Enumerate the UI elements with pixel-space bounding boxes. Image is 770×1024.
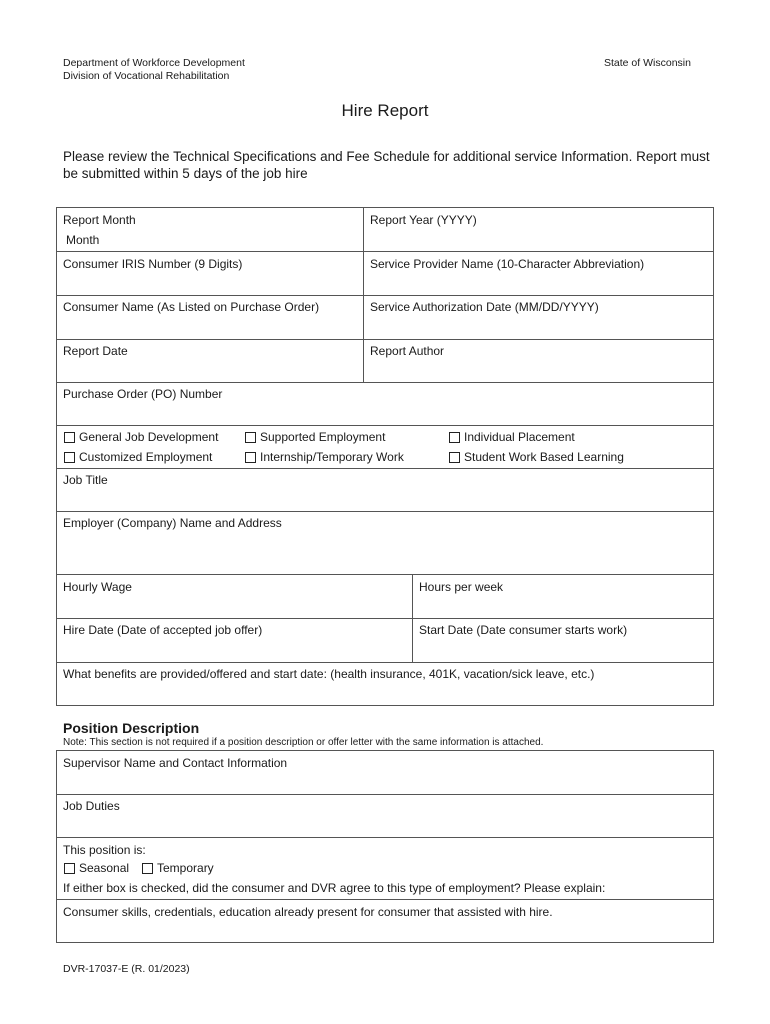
checkbox-box[interactable] <box>64 432 75 443</box>
start-date-label: Start Date (Date consumer starts work) <box>419 623 628 637</box>
supervisor-label: Supervisor Name and Contact Information <box>63 756 288 770</box>
checkbox-internship-temporary-work[interactable]: Internship/Temporary Work <box>245 450 404 465</box>
benefits-label: What benefits are provided/offered and start date: (health insurance, 401K, vacation/sick leave, etc.) <box>63 667 595 681</box>
checkbox-box[interactable] <box>449 432 460 443</box>
report-author-label: Report Author <box>370 344 445 358</box>
po-number-label: Purchase Order (PO) Number <box>63 387 223 401</box>
checkbox-box[interactable] <box>64 452 75 463</box>
report-date-label: Report Date <box>63 344 128 358</box>
consumer-skills-label: Consumer skills, credentials, education already present for consumer that assisted with hire. <box>63 905 553 919</box>
checkbox-seasonal[interactable]: Seasonal <box>64 861 129 876</box>
division-name: Division of Vocational Rehabilitation <box>63 70 230 82</box>
checkbox-box[interactable] <box>245 432 256 443</box>
checkbox-general-job-development[interactable]: General Job Development <box>64 430 218 445</box>
employer-label: Employer (Company) Name and Address <box>63 516 282 530</box>
page-title: Hire Report <box>341 101 429 120</box>
checkbox-temporary[interactable]: Temporary <box>142 861 214 876</box>
provider-name-label: Service Provider Name (10-Character Abbreviation) <box>370 257 645 271</box>
checkbox-student-work-based-learning[interactable]: Student Work Based Learning <box>449 450 624 465</box>
checkbox-individual-placement[interactable]: Individual Placement <box>449 430 575 445</box>
checkbox-box[interactable] <box>245 452 256 463</box>
explain-label: If either box is checked, did the consumer and DVR agree to this type of employment? Please explain: <box>63 881 606 895</box>
department-name: Department of Workforce Development <box>63 57 245 69</box>
job-title-label: Job Title <box>63 473 108 487</box>
consumer-name-label: Consumer Name (As Listed on Purchase Order) <box>63 300 320 314</box>
hire-date-label: Hire Date (Date of accepted job offer) <box>63 623 263 637</box>
position-description-note: Note: This section is not required if a position description or offer letter with the same information is attached. <box>63 737 544 748</box>
iris-number-label: Consumer IRIS Number (9 Digits) <box>63 257 243 271</box>
report-month-select[interactable]: Month <box>66 233 100 247</box>
checkbox-box[interactable] <box>64 863 75 874</box>
authorization-date-label: Service Authorization Date (MM/DD/YYYY) <box>370 300 599 314</box>
checkbox-box[interactable] <box>449 452 460 463</box>
checkbox-supported-employment[interactable]: Supported Employment <box>245 430 385 445</box>
position-is-label: This position is: <box>63 843 146 857</box>
intro-text: Please review the Technical Specifications and Fee Schedule for additional service Information. Report must be submitted within 5 days of the job hire <box>63 149 710 181</box>
form-number: DVR-17037-E (R. 01/2023) <box>63 963 190 975</box>
hourly-wage-label: Hourly Wage <box>63 580 132 594</box>
checkbox-customized-employment[interactable]: Customized Employment <box>64 450 212 465</box>
report-year-label: Report Year (YYYY) <box>370 213 477 227</box>
checkbox-box[interactable] <box>142 863 153 874</box>
hours-per-week-label: Hours per week <box>419 580 504 594</box>
state-name: State of Wisconsin <box>604 57 691 69</box>
position-description-heading: Position Description <box>63 720 200 736</box>
report-month-label: Report Month <box>63 213 136 227</box>
job-duties-label: Job Duties <box>63 799 120 813</box>
